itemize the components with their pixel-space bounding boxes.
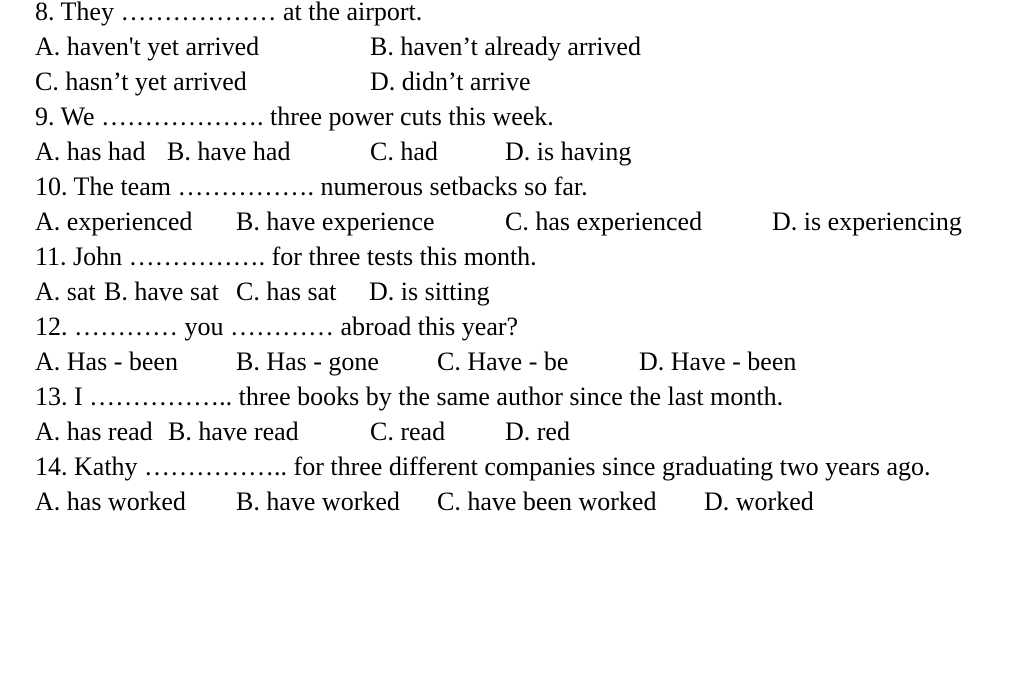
question-8-options-row-1 <box>35 29 641 64</box>
question-9-option-a[interactable]: A. has had <box>35 137 146 166</box>
question-8-option-d[interactable]: D. didn’t arrive <box>370 67 531 96</box>
question-9-option-b[interactable]: B. have had <box>167 137 291 166</box>
question-11-option-a[interactable]: A. sat <box>35 277 96 306</box>
question-11-options <box>35 274 490 309</box>
question-12-option-d[interactable]: D. Have - been <box>639 347 797 376</box>
question-13-stem: 13. I …………….. three books by the same author since the last month. <box>35 382 784 411</box>
question-14-option-d[interactable]: D. worked <box>704 487 814 516</box>
question-11-stem: 11. John ……………. for three tests this month. <box>35 242 537 271</box>
question-9-stem: 9. We ………………. three power cuts this week. <box>35 102 554 131</box>
question-10-option-d[interactable]: D. is experiencing <box>772 207 962 236</box>
question-12-stem: 12. ………… you ………… abroad this year? <box>35 312 519 341</box>
question-12-option-c[interactable]: C. Have - be <box>437 347 569 376</box>
question-10-options <box>35 204 962 239</box>
question-13-option-a[interactable]: A. has read <box>35 417 153 446</box>
question-14-stem: 14. Kathy …………….. for three different companies since graduating two years ago. <box>35 452 931 481</box>
question-11-option-d[interactable]: D. is sitting <box>369 277 490 306</box>
question-10-option-c[interactable]: C. has experienced <box>505 207 703 236</box>
question-8-option-c[interactable]: C. hasn’t yet arrived <box>35 67 247 96</box>
question-13-option-d[interactable]: D. red <box>505 417 570 446</box>
question-8-option-a[interactable]: A. haven't yet arrived <box>35 32 260 61</box>
question-14-option-a[interactable]: A. has worked <box>35 487 186 516</box>
question-12-option-a[interactable]: A. Has - been <box>35 347 178 376</box>
question-13-option-b[interactable]: B. have read <box>168 417 299 446</box>
question-9-options <box>35 134 632 169</box>
question-12-option-b[interactable]: B. Has - gone <box>236 347 379 376</box>
question-10-stem: 10. The team ……………. numerous setbacks so far. <box>35 172 588 201</box>
question-13-option-c[interactable]: C. read <box>370 417 446 446</box>
question-14-option-c[interactable]: C. have been worked <box>437 487 657 516</box>
question-10-option-a[interactable]: A. experienced <box>35 207 193 236</box>
question-8-options-row-2 <box>35 64 531 99</box>
question-14-options <box>35 484 814 519</box>
question-13-options <box>35 414 570 449</box>
question-11-option-b[interactable]: B. have sat <box>104 277 219 306</box>
question-9-option-c[interactable]: C. had <box>370 137 438 166</box>
question-10-option-b[interactable]: B. have experience <box>236 207 435 236</box>
question-8-stem: 8. They ……………… at the airport. <box>35 0 423 26</box>
question-8-option-b[interactable]: B. haven’t already arrived <box>370 32 641 61</box>
question-12-options <box>35 344 797 379</box>
question-9-option-d[interactable]: D. is having <box>505 137 632 166</box>
question-14-option-b[interactable]: B. have worked <box>236 487 400 516</box>
question-11-option-c[interactable]: C. has sat <box>236 277 337 306</box>
